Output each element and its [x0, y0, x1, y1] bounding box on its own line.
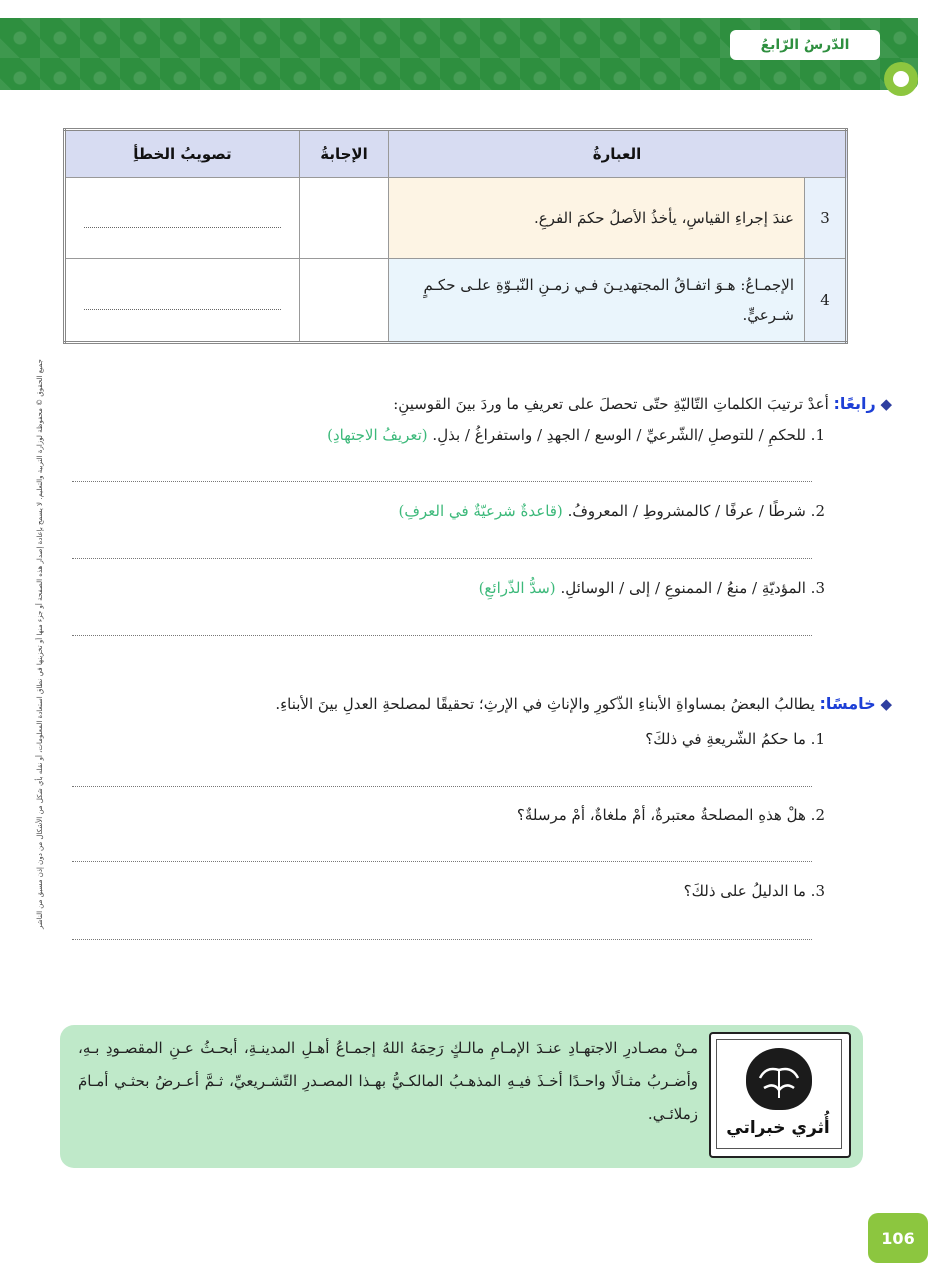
section5-label: خامسًا:: [819, 694, 876, 713]
answer-line[interactable]: [72, 557, 812, 559]
answer-cell[interactable]: [300, 259, 389, 343]
answer-cell[interactable]: [300, 178, 389, 259]
item-hint: (سدُّ الذّرائعِ): [478, 579, 556, 597]
table-header-row: [65, 130, 847, 178]
list-item: [70, 579, 825, 597]
list-item: [70, 426, 825, 444]
item-hint: (قاعدةٌ شرعيّةٌ في العرفِ): [398, 502, 563, 520]
item-number: 3.: [810, 882, 825, 900]
true-false-table: [63, 128, 848, 344]
brain-icon: [746, 1048, 812, 1110]
list-item: [70, 730, 825, 748]
item-text: للحكمِ / للتوصلِ /الشّرعيِّ / الوسع / الجهدِ / واستفراغُ / بذلِ.: [432, 426, 806, 444]
item-text: ما حكمُ الشّريعةِ في ذلكَ؟: [645, 730, 806, 748]
table-row: [65, 259, 847, 343]
list-item: [70, 502, 825, 520]
answer-line[interactable]: [72, 938, 812, 940]
side-copyright: [30, 300, 42, 1000]
correction-cell[interactable]: [65, 178, 300, 259]
row-statement: الإجمـاعُ: هـوَ اتفـاقُ المجتهديـنَ فـي زمـنِ النّبـوّةِ علـى حكـمٍ شـرعيٍّ.: [389, 259, 805, 343]
item-hint: (تعريفُ الاجتهادِ): [327, 426, 428, 444]
item-number: 1.: [810, 426, 825, 444]
section5-heading: [70, 692, 892, 716]
row-number: 4: [805, 259, 847, 343]
row-number: 3: [805, 178, 847, 259]
enrichment-text: مـنْ مصـادرِ الاجتهـادِ عنـدَ الإمـامِ مالـكٍ رَحِمَهُ اللهُ إجمـاعُ أهـلِ المدينـةِ، أبحـثُ عـنِ المقصـودِ بـهِ، وأضـربُ مثـالًا واحـدًا أخـذَ فيـهِ المذهـبُ المالكـيُّ بهـذا المصـدرِ التّشـريعيِّ، ثـمَّ أعـرضُ بحثـي أمـامَ زملائـي.: [78, 1039, 698, 1123]
diamond-bullet-icon: ◆: [880, 695, 892, 713]
item-text: هلْ هذهِ المصلحةُ معتبرةٌ، أمْ ملغاةٌ، أمْ مرسلةٌ؟: [516, 806, 806, 824]
header-statement: العبارةُ: [389, 130, 847, 178]
item-number: 2.: [810, 806, 825, 824]
header-correction: تصويبُ الخطأِ: [65, 130, 300, 178]
section4-label: رابعًا:: [833, 394, 876, 413]
section4-heading: [70, 392, 892, 416]
dotted-line: [84, 226, 281, 228]
dotted-line: [84, 308, 281, 310]
answer-line[interactable]: [72, 480, 812, 482]
section4-instruction: أعدْ ترتيبَ الكلماتِ التّاليّةِ حتّى تحصلَ على تعريفِ ما وردَ بينَ القوسينِ:: [393, 395, 829, 413]
header-answer: الإجابةُ: [300, 130, 389, 178]
correction-cell[interactable]: [65, 259, 300, 343]
brain-icon-svg: [746, 1048, 812, 1110]
row-statement: عندَ إجراءِ القياسِ، يأخذُ الأصلُ حكمَ الفرعِ.: [389, 178, 805, 259]
item-number: 2.: [810, 502, 825, 520]
item-number: 1.: [810, 730, 825, 748]
diamond-bullet-icon: ◆: [880, 395, 892, 413]
answer-line[interactable]: [72, 634, 812, 636]
answer-line[interactable]: [72, 860, 812, 862]
header-decoration: [884, 62, 918, 96]
section5-instruction: يطالبُ البعضُ بمساواةِ الأبناءِ الذّكورِ والإناثِ في الإرثِ؛ تحقيقًا لمصلحةِ العدلِ بينَ الأبناءِ.: [275, 695, 815, 713]
item-number: 3.: [810, 579, 825, 597]
side-copyright-text: جميع الحقوق © محفوظة لوزارة التربية والتعليم. لا يسمح بإعادة إصدار هذه الصفحة أو جزء منها أو تخزينها في نطاق استعادة المعلومات، أو نقله بأي شكل من الأشكال من دون إذن مسبق من الناشر: [36, 359, 44, 929]
item-text: المؤديّةِ / منعُ / الممنوعِ / إلى / الوسائلِ.: [560, 579, 806, 597]
list-item: [70, 806, 825, 824]
lesson-label: الدّرسُ الرّابعُ: [730, 30, 880, 60]
item-text: ما الدليلُ على ذلكَ؟: [683, 882, 806, 900]
enrichment-label: أُثري خبراتي: [726, 1118, 830, 1138]
item-text: شرطًا / عرفًا / كالمشروطِ / المعروفُ.: [567, 502, 806, 520]
answer-line[interactable]: [72, 785, 812, 787]
table-row: [65, 178, 847, 259]
page-number: 106: [868, 1213, 928, 1263]
list-item: [70, 882, 825, 900]
